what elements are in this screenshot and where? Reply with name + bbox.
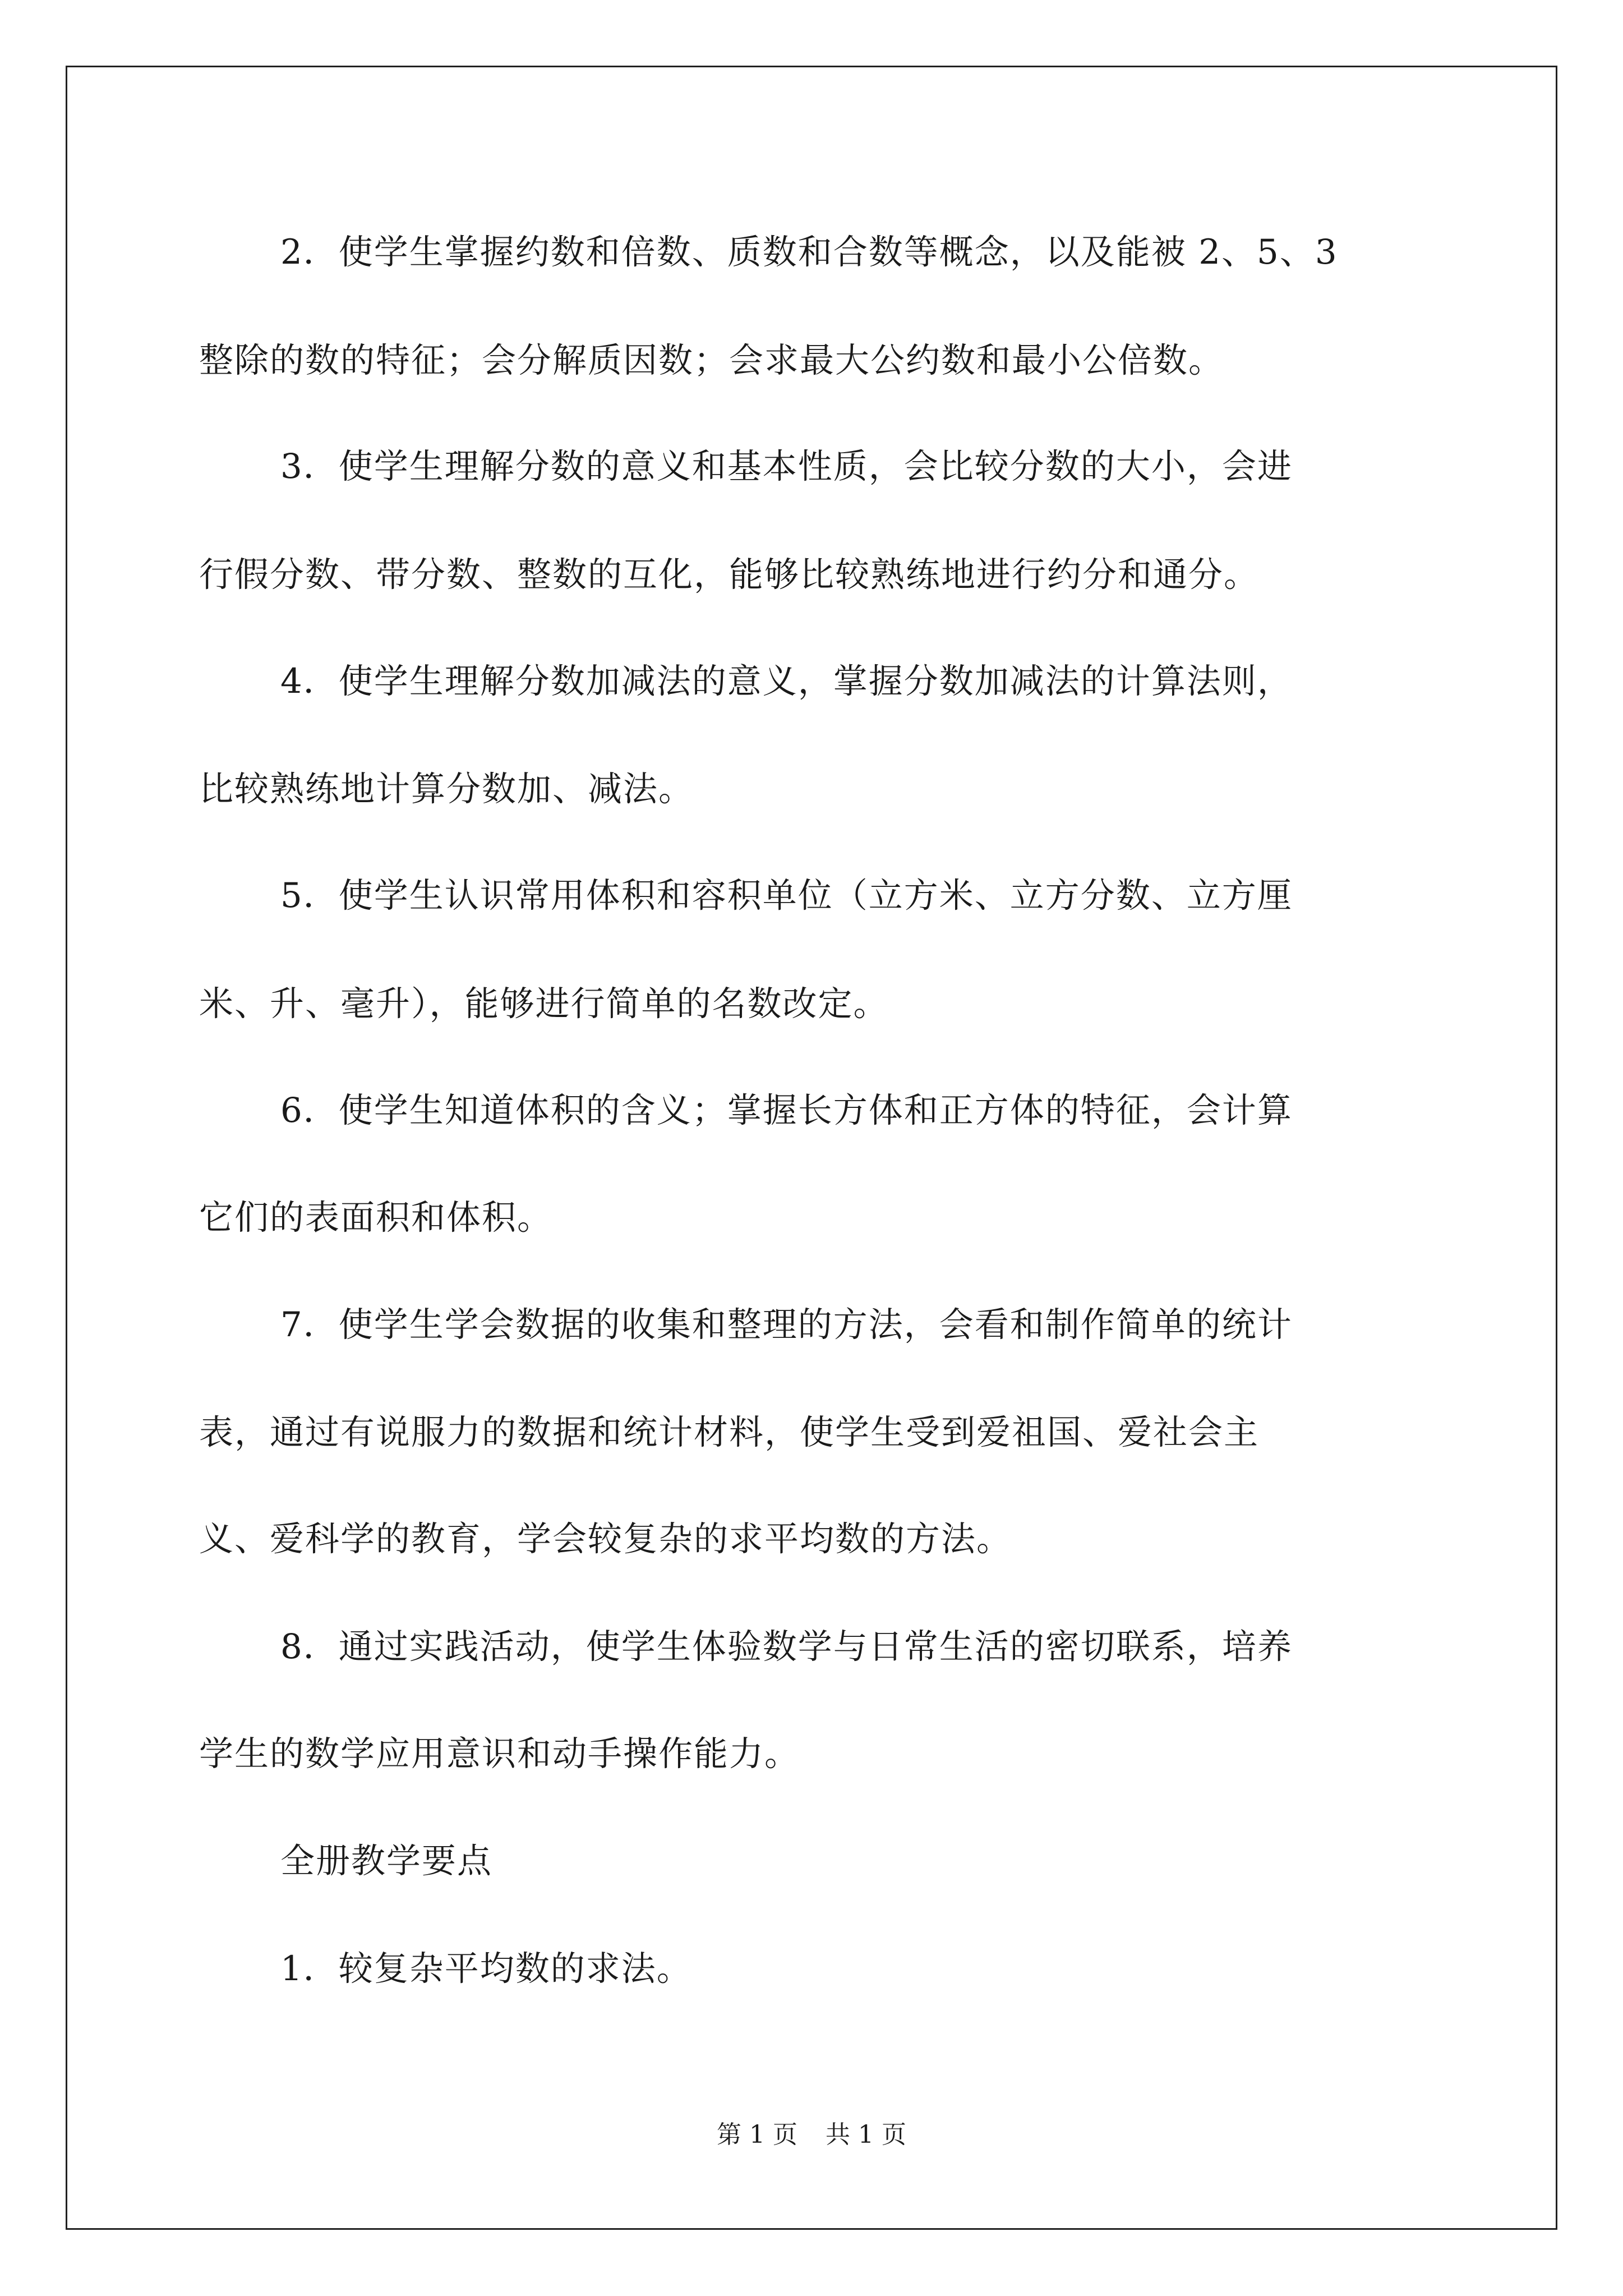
paragraph-6-line-2: 它们的表面积和体积。 <box>199 1198 553 1237</box>
paragraph-2-line-1: 2．使学生掌握约数和倍数、质数和合数等概念，以及能被 2、5、3 <box>280 232 1338 272</box>
paragraph-2-line-2: 整除的数的特征；会分解质因数；会求最大公约数和最小公倍数。 <box>199 341 1224 380</box>
paragraph-8-line-1: 8．通过实践活动，使学生体验数学与日常生活的密切联系，培养 <box>280 1627 1293 1667</box>
paragraph-3-line-2: 行假分数、带分数、整数的互化，能够比较熟练地进行约分和通分。 <box>199 555 1260 595</box>
paragraph-7-line-1: 7．使学生学会数据的收集和整理的方法，会看和制作简单的统计 <box>280 1305 1293 1345</box>
paragraph-7-line-2: 表，通过有说服力的数据和统计材料，使学生受到爱祖国、爱社会主 <box>199 1412 1260 1452</box>
page-total: 共 1 页 <box>826 2120 906 2149</box>
paragraph-8-line-2: 学生的数学应用意识和动手操作能力。 <box>199 1734 800 1774</box>
page-border <box>66 66 1557 2230</box>
paragraph-5-line-2: 米、升、毫升），能够进行简单的名数改定。 <box>199 984 889 1024</box>
page-footer <box>0 2119 1623 2151</box>
paragraph-5-line-1: 5．使学生认识常用体积和容积单位（立方米、立方分数、立方厘 <box>280 876 1293 915</box>
paragraph-4-line-2: 比较熟练地计算分数加、减法。 <box>199 769 694 809</box>
point-1: 1．较复杂平均数的求法。 <box>280 1949 692 1989</box>
paragraph-3-line-1: 3．使学生理解分数的意义和基本性质，会比较分数的大小，会进 <box>280 447 1293 486</box>
section-heading: 全册教学要点 <box>280 1841 493 1881</box>
paragraph-7-line-3: 义、爱科学的教育，学会较复杂的求平均数的方法。 <box>199 1519 1012 1559</box>
paragraph-6-line-1: 6．使学生知道体积的含义；掌握长方体和正方体的特征，会计算 <box>280 1091 1293 1130</box>
paragraph-4-line-1: 4．使学生理解分数加减法的意义，掌握分数加减法的计算法则， <box>280 661 1293 701</box>
page-number: 第 1 页 <box>717 2120 797 2149</box>
